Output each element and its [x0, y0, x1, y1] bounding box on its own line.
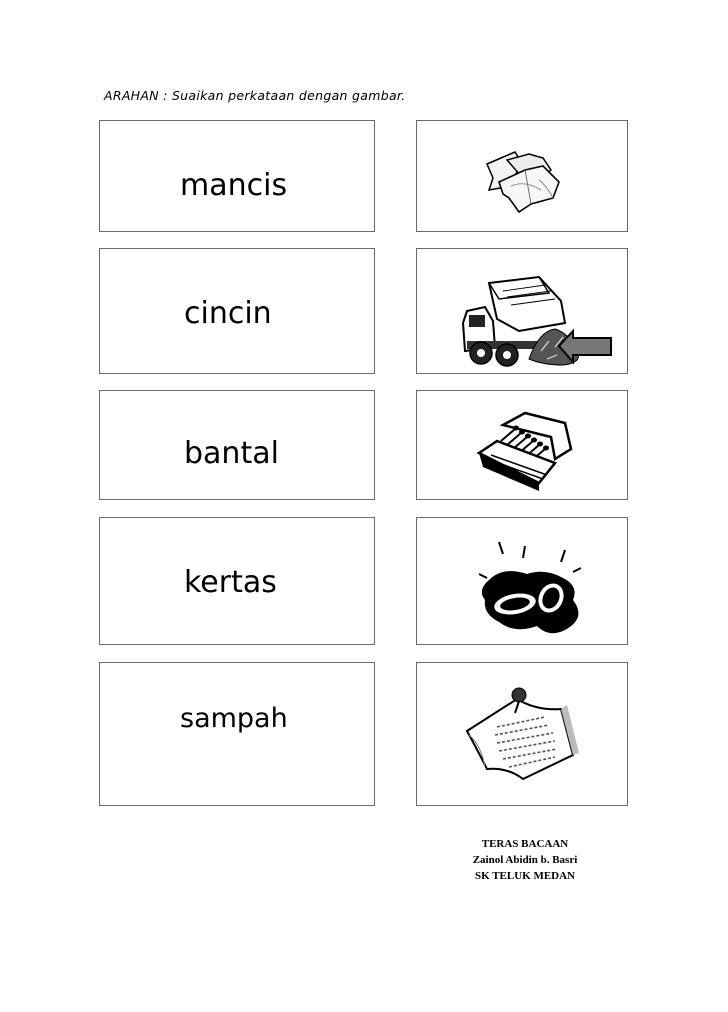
picture-box-5[interactable] [416, 662, 628, 806]
footer-line-1: TERAS BACAAN [481, 838, 569, 850]
word-box-3[interactable] [99, 390, 375, 500]
picture-box-4[interactable] [416, 517, 628, 645]
paper-icon [461, 683, 591, 789]
footer-line-2: Zainol Abidin b. Basri [472, 854, 578, 866]
dump-truck-icon [459, 271, 619, 371]
instruction-text: ARAHAN : Suaikan perkataan dengan gambar. [104, 88, 406, 103]
pillow-icon [481, 146, 571, 216]
word-label-2: cincin [184, 296, 272, 331]
word-label-4: kertas [184, 565, 277, 600]
word-label-1: mancis [180, 168, 288, 203]
picture-box-3[interactable] [416, 390, 628, 500]
footer-credits [440, 836, 610, 884]
word-box-5[interactable] [99, 662, 375, 806]
word-label-5: sampah [180, 703, 288, 734]
word-box-4[interactable] [99, 517, 375, 645]
picture-box-2[interactable] [416, 248, 628, 374]
picture-box-1[interactable] [416, 120, 628, 232]
matchbox-icon [473, 407, 583, 493]
footer-line-3: SK TELUK MEDAN [474, 870, 576, 882]
word-box-1[interactable] [99, 120, 375, 232]
word-label-3: bantal [184, 436, 279, 471]
word-box-2[interactable] [99, 248, 375, 374]
rings-icon [469, 538, 589, 638]
